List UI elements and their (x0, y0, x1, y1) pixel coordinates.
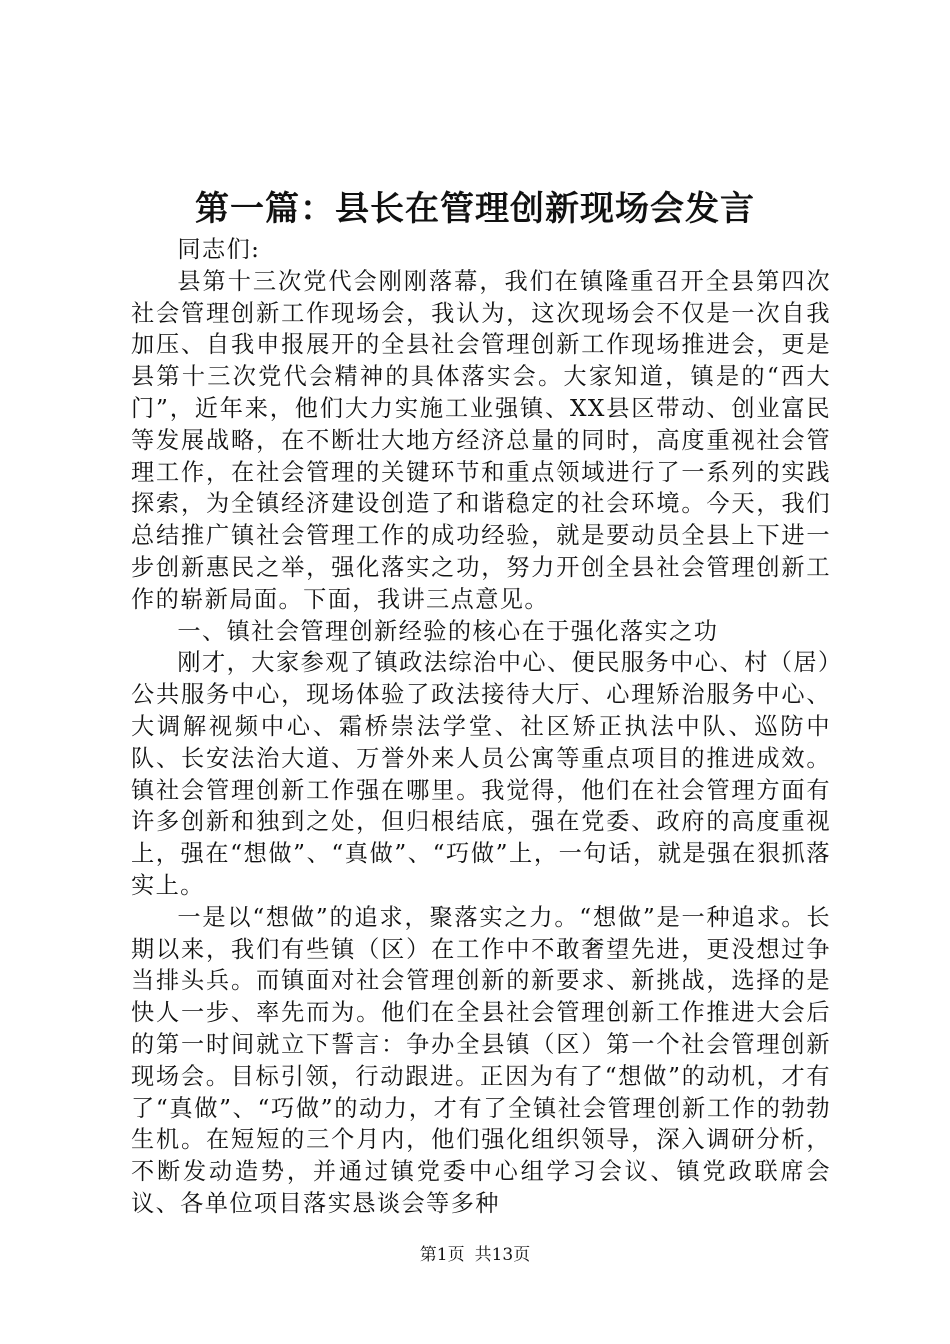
salutation: 同志们: (177, 236, 261, 263)
paragraph-intro: 县第十三次党代会刚刚落幕，我们在镇隆重召开全县第四次社会管理创新工作现场会，我认为，这次现场会不仅是一次自我加压、自我申报展开的全县社会管理创新工作现场推进会，更是县第十三次党代会精神的具体落实会。大家知道，镇是的“西大门”，近年来，他们大力实施工业强镇、XX县区带动、创业富民等发展战略，在不断壮大地方经济总量的同时，高度重视社会管理工作，在社会管理的关键环节和重点领域进行了一系列的实践探索，为全镇经济建设创造了和谐稳定的社会环境。今天，我们总结推广镇社会管理工作的成功经验，就是要动员全县上下进一步创新惠民之举，强化落实之功，努力开创全县社会管理创新工作的崭新局面。下面，我讲三点意见。 (131, 267, 831, 613)
section-heading-1: 一、镇社会管理创新经验的核心在于强化落实之功 (177, 617, 719, 645)
document-title: 第一篇：县长在管理创新现场会发言 (195, 189, 755, 229)
paragraph-visit: 刚才，大家参观了镇政法综治中心、便民服务中心、村（居）公共服务中心，现场体验了政法接待大厅、心理矫治服务中心、大调解视频中心、霜桥崇法学堂、社区矫正执法中队、巡防中队、长安法治大道、万誉外来人员公寓等重点项目的推进成效。镇社会管理创新工作强在哪里。我觉得，他们在社会管理方面有许多创新和独到之处，但归根结底，强在党委、政府的高度重视上，强在“想做”、“真做”、“巧做”上，一句话，就是强在狠抓落实上。 (131, 649, 831, 899)
page-number: 第1页 (419, 1245, 465, 1265)
document-body (131, 234, 831, 1220)
paragraph-point-one: 一是以“想做”的追求，聚落实之力。“想做”是一种追求。长期以来，我们有些镇（区）在工作中不敢奢望先进，更没想过争当排头兵。而镇面对社会管理创新的新要求、新挑战，选择的是快人一步、率先而为。他们在全县社会管理创新工作推进大会后的第一时间就立下誓言：争办全县镇（区）第一个社会管理创新现场会。目标引领，行动跟进。正因为有了“想做”的动机，才有了“真做”、“巧做”的动力，才有了全镇社会管理创新工作的勃勃生机。在短短的三个月内，他们强化组织领导，深入调研分析，不断发动造势，并通过镇党委中心组学习会议、镇党政联席会议、各单位项目落实恳谈会等多种 (131, 903, 831, 1217)
page-total: 共13页 (474, 1245, 531, 1265)
page-footer (0, 1244, 950, 1266)
